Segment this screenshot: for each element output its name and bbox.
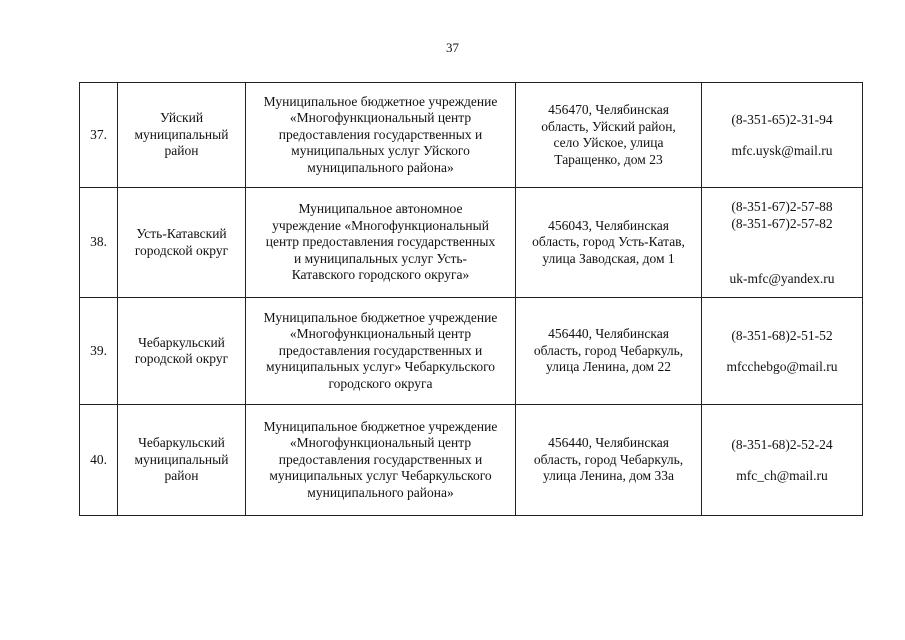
address-cell: [516, 405, 702, 516]
table-row: [80, 83, 863, 188]
municipality-cell: [118, 188, 246, 298]
email-address: mfc_ch@mail.ru: [736, 468, 828, 483]
phone-number: (8-351-65)2-31-94: [731, 112, 833, 127]
organization-line: Муниципальное бюджетное учреждение: [263, 309, 498, 325]
organization-line: «Многофункциональный центр: [289, 435, 472, 451]
municipality-line: городской округ: [134, 242, 229, 258]
municipality-line: район: [164, 468, 199, 484]
organization-line: Муниципальное бюджетное учреждение: [263, 93, 498, 109]
address-line: улица Ленина, дом 22: [546, 359, 671, 375]
organization-cell: [246, 298, 516, 405]
address-cell: [516, 298, 702, 405]
organization-line: центр предоставления государственных: [265, 234, 496, 250]
organization-line: «Многофункциональный центр: [289, 326, 472, 342]
address-line: 456043, Челябинская: [548, 217, 669, 233]
municipality-line: Чебаркульский: [138, 435, 225, 451]
row-number-cell: 39.: [80, 298, 118, 405]
municipality-line: муниципальный: [134, 126, 229, 142]
email-address: mfc.uysk@mail.ru: [731, 143, 833, 158]
municipality-line: район: [164, 143, 199, 159]
address-line: область, город Чебаркуль,: [533, 451, 684, 467]
organization-line: муниципальных услуг Уйского: [291, 143, 470, 159]
address-line: область, город Усть-Катав,: [532, 234, 685, 250]
address-line: область, Уйский район,: [541, 118, 676, 134]
row-number-cell: 37.: [80, 83, 118, 188]
address-line: 456440, Челябинская: [548, 435, 669, 451]
organization-line: муниципального района»: [307, 484, 454, 500]
organization-cell: [246, 405, 516, 516]
municipality-line: Уйский: [159, 110, 204, 126]
mfc-table: [79, 82, 863, 516]
phone-number: (8-351-67)2-57-82: [731, 216, 833, 231]
organization-cell: [246, 83, 516, 188]
municipality-cell: [118, 405, 246, 516]
organization-line: Муниципальное автономное: [298, 201, 463, 217]
organization-cell: [246, 188, 516, 298]
phone-number: (8-351-68)2-52-24: [731, 437, 833, 452]
row-number-cell: 40.: [80, 405, 118, 516]
address-line: область, город Чебаркуль,: [533, 342, 684, 358]
phone-number: (8-351-67)2-57-88: [731, 199, 833, 214]
municipality-line: Чебаркульский: [138, 334, 225, 350]
address-cell: [516, 188, 702, 298]
organization-line: Катавского городского округа»: [291, 267, 470, 283]
organization-line: предоставления государственных и: [278, 342, 483, 358]
municipality-cell: [118, 83, 246, 188]
organization-line: «Многофункциональный центр: [289, 110, 472, 126]
organization-line: предоставления государственных и: [278, 451, 483, 467]
organization-line: предоставления государственных и: [278, 126, 483, 142]
contact-cell: [702, 188, 863, 298]
email-address: uk-mfc@yandex.ru: [729, 271, 835, 286]
table-row: [80, 188, 863, 298]
address-cell: [516, 83, 702, 188]
organization-line: муниципальных услуг» Чебаркульского: [265, 359, 496, 375]
organization-line: муниципального района»: [307, 159, 454, 175]
address-line: 456440, Челябинская: [548, 326, 669, 342]
email-address: mfcchebgo@mail.ru: [726, 359, 838, 374]
page-number: 37: [446, 40, 459, 55]
table-row: [80, 405, 863, 516]
contact-cell: [702, 405, 863, 516]
contact-cell: [702, 83, 863, 188]
organization-line: и муниципальных услуг Усть-: [293, 250, 468, 266]
organization-line: учреждение «Многофункциональный: [272, 217, 489, 233]
address-line: Таращенко, дом 23: [554, 151, 663, 167]
municipality-line: Усть-Катавский: [136, 226, 227, 241]
row-number-cell: 38.: [80, 188, 118, 298]
organization-line: городского округа: [328, 375, 433, 391]
address-line: улица Ленина, дом 33а: [543, 468, 674, 484]
municipality-line: городской округ: [134, 351, 229, 366]
municipality-cell: [118, 298, 246, 405]
address-line: улица Заводская, дом 1: [542, 250, 675, 266]
table-row: [80, 298, 863, 405]
municipality-line: муниципальный: [134, 451, 229, 467]
organization-line: Муниципальное бюджетное учреждение: [263, 418, 498, 434]
address-line: село Уйское, улица: [553, 135, 664, 150]
organization-line: муниципальных услуг Чебаркульского: [269, 468, 492, 484]
contact-cell: [702, 298, 863, 405]
address-line: 456470, Челябинская: [548, 102, 669, 117]
phone-number: (8-351-68)2-51-52: [731, 328, 833, 343]
